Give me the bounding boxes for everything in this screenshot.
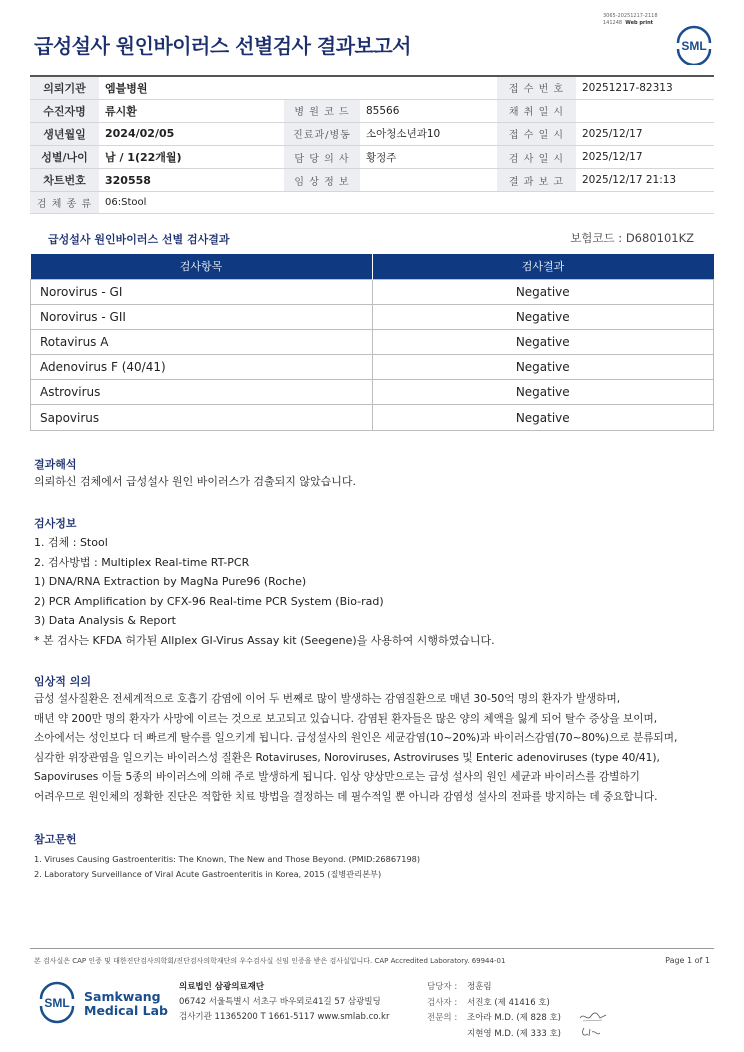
org-address: 06742 서울특별시 서초구 바우뫼로41길 57 삼광빌딩 bbox=[179, 997, 381, 1007]
info-value: 2025/12/17 bbox=[576, 146, 714, 169]
results-section-title: 급성설사 원인바이러스 선별 검사결과 bbox=[48, 233, 230, 246]
info-label: 임 상 정 보 bbox=[284, 169, 360, 192]
signature-image-2 bbox=[578, 1025, 608, 1039]
info-label: 결 과 보 고 bbox=[497, 169, 576, 192]
brand-line2: Medical Lab bbox=[84, 1003, 168, 1018]
organization-info bbox=[179, 980, 389, 1025]
specimen-label: 검 체 종 류 bbox=[30, 192, 99, 214]
specimen-value: 06:Stool bbox=[99, 192, 714, 214]
info-label: 진료과/병동 bbox=[284, 122, 360, 145]
report-meta-line2 bbox=[603, 20, 658, 27]
staff-row bbox=[427, 996, 561, 1012]
result-value: Negative bbox=[372, 380, 714, 405]
clinical-block bbox=[34, 690, 677, 808]
test-info-line: 1) DNA/RNA Extraction by MagNa Pure96 (Roche) bbox=[34, 575, 307, 589]
clinical-line: 소아에서는 성인보다 더 빠르게 탈수를 일으키게 됩니다. 급성설사의 원인은 세균감염(10~20%)과 바이러스감염(70~80%)으로 분류되며, bbox=[34, 732, 678, 745]
result-item: Rotavirus A bbox=[31, 329, 373, 354]
page-title: 급성설사 원인바이러스 선별검사 결과보고서 bbox=[34, 34, 411, 58]
test-info-title: 검사정보 bbox=[34, 517, 77, 530]
references-list bbox=[34, 852, 420, 881]
info-label: 검 사 일 시 bbox=[497, 146, 576, 169]
staff-role: 전문의 : bbox=[427, 1013, 458, 1023]
org-contact: 검사기관 11365200 T 1661-5117 www.smlab.co.kr bbox=[179, 1012, 390, 1022]
footer-divider bbox=[30, 948, 714, 949]
clinical-line: 어려우므로 원인체의 정확한 진단은 적합한 치료 방법을 결정하는 데 필수적일 뿐 아니라 감염성 설사의 전파를 방지하는 데 중요합니다. bbox=[34, 790, 658, 803]
results-table bbox=[30, 254, 714, 431]
table-row bbox=[31, 355, 714, 380]
staff-name: 지현영 M.D. (제 333 호) bbox=[467, 1028, 562, 1039]
info-label: 의뢰기관 bbox=[30, 76, 99, 99]
info-value: 85566 bbox=[360, 99, 497, 122]
accreditation-note: 본 검사실은 CAP 인증 및 대한진단검사의학회/진단검사의학재단의 우수검사실 신임 인증을 받은 검사실입니다. CAP Accredited Laboratory. 69944-01 bbox=[34, 957, 506, 965]
staff-role: 검사자 : bbox=[427, 997, 458, 1008]
report-meta bbox=[603, 13, 658, 27]
info-label: 차트번호 bbox=[30, 169, 99, 192]
info-value: 320558 bbox=[99, 169, 284, 192]
info-label: 생년월일 bbox=[30, 122, 99, 145]
info-value: 소아청소년과10 bbox=[360, 122, 497, 145]
brand-line1: Samkwang bbox=[84, 989, 161, 1004]
test-info-block bbox=[34, 533, 495, 651]
info-value: 엠블병원 bbox=[99, 76, 284, 99]
logo-text: SML bbox=[681, 39, 707, 53]
reference-item: 1. Viruses Causing Gastroenteritis: The Known, The New and Those Beyond. (PMID:26867198) bbox=[34, 854, 421, 864]
brand-name bbox=[84, 990, 168, 1018]
info-value: 2025/12/17 21:13 bbox=[576, 169, 714, 192]
results-header bbox=[31, 254, 714, 279]
result-value: Negative bbox=[372, 279, 714, 304]
sml-logo-icon bbox=[672, 25, 716, 65]
references-title: 참고문헌 bbox=[34, 833, 77, 846]
clinical-line: 심각한 위장관염을 일으키는 바이러스성 질환은 Rotaviruses, Noroviruses, Astroviruses 및 Enteric adenoviruses (type 40/41), bbox=[34, 751, 660, 764]
info-label: 접 수 일 시 bbox=[497, 122, 576, 145]
info-row bbox=[30, 99, 714, 122]
clinical-title: 임상적 의의 bbox=[34, 675, 91, 688]
org-name: 의료법인 삼광의료재단 bbox=[179, 982, 265, 992]
info-row-specimen bbox=[30, 192, 714, 214]
info-value: 황정주 bbox=[360, 146, 497, 169]
info-value: 남 / 1(22개월) bbox=[99, 146, 284, 169]
signature-image-1 bbox=[578, 1010, 608, 1024]
staff-row bbox=[427, 1027, 561, 1043]
staff-row bbox=[427, 980, 561, 996]
logo-text: SML bbox=[44, 996, 70, 1010]
sml-logo-icon bbox=[36, 980, 78, 1024]
result-value: Negative bbox=[372, 355, 714, 380]
staff-name: 조아라 M.D. (제 828 호) bbox=[467, 1013, 562, 1023]
info-label: 접 수 번 호 bbox=[497, 76, 576, 99]
interpretation-title: 결과해석 bbox=[34, 458, 77, 471]
info-label: 수진자명 bbox=[30, 99, 99, 122]
test-info-line: 1. 검체 : Stool bbox=[34, 536, 108, 549]
test-info-line: 2. 검사방법 : Multiplex Real-time RT-PCR bbox=[34, 555, 250, 569]
info-value: 2024/02/05 bbox=[99, 122, 284, 145]
test-info-line: 2) PCR Amplification by CFX-96 Real-time PCR System (Bio-rad) bbox=[34, 594, 384, 608]
staff-info bbox=[427, 980, 561, 1042]
info-empty bbox=[360, 76, 497, 99]
result-item: Adenovirus F (40/41) bbox=[31, 355, 373, 380]
info-label: 성별/나이 bbox=[30, 146, 99, 169]
result-item: Norovirus - GII bbox=[31, 304, 373, 329]
result-value: Negative bbox=[372, 329, 714, 354]
staff-row bbox=[427, 1011, 561, 1027]
info-value: 20251217-82313 bbox=[576, 76, 714, 99]
insurance-code: 보험코드 : D680101KZ bbox=[570, 231, 694, 245]
info-empty bbox=[284, 76, 360, 99]
info-row bbox=[30, 122, 714, 145]
report-meta-line1: 3065-20251217-2118 bbox=[603, 13, 658, 19]
staff-role: 담당자 : bbox=[427, 982, 458, 992]
report-meta-label: Web print bbox=[625, 20, 654, 26]
results-header-item: 검사항목 bbox=[31, 254, 373, 279]
reference-item: 2. Laboratory Surveillance of Viral Acute Gastroenteritis in Korea, 2015 (질병관리본부) bbox=[34, 868, 382, 879]
info-row bbox=[30, 146, 714, 169]
result-item: Norovirus - GI bbox=[31, 279, 373, 304]
info-value bbox=[576, 99, 714, 122]
table-row bbox=[31, 405, 714, 430]
clinical-line: 매년 약 200만 명의 환자가 사망에 이르는 것으로 보고되고 있습니다. 감염된 환자들은 많은 양의 체액을 잃게 되어 탈수 증상을 보이며, bbox=[34, 712, 658, 725]
result-value: Negative bbox=[372, 405, 714, 430]
clinical-line: 급성 설사질환은 전세계적으로 호흡기 감염에 이어 두 번째로 많이 발생하는 감염질환으로 매년 30-50억 명의 환자가 발생하며, bbox=[34, 693, 621, 705]
result-item: Astrovirus bbox=[31, 380, 373, 405]
test-info-line: 3) Data Analysis & Report bbox=[34, 614, 176, 628]
table-row bbox=[31, 304, 714, 329]
info-row bbox=[30, 76, 714, 99]
info-row bbox=[30, 169, 714, 192]
test-info-line: * 본 검사는 KFDA 허가된 Allplex GI-Virus Assay kit (Seegene)을 사용하여 시행하였습니다. bbox=[34, 633, 495, 647]
clinical-line: Sapoviruses 이들 5종의 바이러스에 의해 주로 발생하게 됩니다. 임상 양상만으로는 급성 설사의 원인 세균과 바이러스를 감별하기 bbox=[34, 771, 640, 784]
interpretation-text: 의뢰하신 검체에서 급성설사 원인 바이러스가 검출되지 않았습니다. bbox=[34, 475, 357, 488]
staff-name: 서진호 (제 41416 호) bbox=[467, 997, 550, 1008]
info-label: 채 취 일 시 bbox=[497, 99, 576, 122]
result-value: Negative bbox=[372, 304, 714, 329]
report-meta-id: 141248 bbox=[603, 20, 623, 26]
page-number: Page 1 of 1 bbox=[665, 956, 710, 965]
info-label: 담 당 의 사 bbox=[284, 146, 360, 169]
info-value: 2025/12/17 bbox=[576, 122, 714, 145]
table-row bbox=[31, 329, 714, 354]
patient-info-table bbox=[30, 75, 714, 214]
staff-name: 정훈림 bbox=[467, 982, 492, 992]
info-value: 류시환 bbox=[99, 99, 284, 122]
results-header-result: 검사결과 bbox=[372, 254, 714, 279]
info-label: 병 원 코 드 bbox=[284, 99, 360, 122]
result-item: Sapovirus bbox=[31, 405, 373, 430]
table-row bbox=[31, 380, 714, 405]
table-row bbox=[31, 279, 714, 304]
info-value bbox=[360, 169, 497, 192]
